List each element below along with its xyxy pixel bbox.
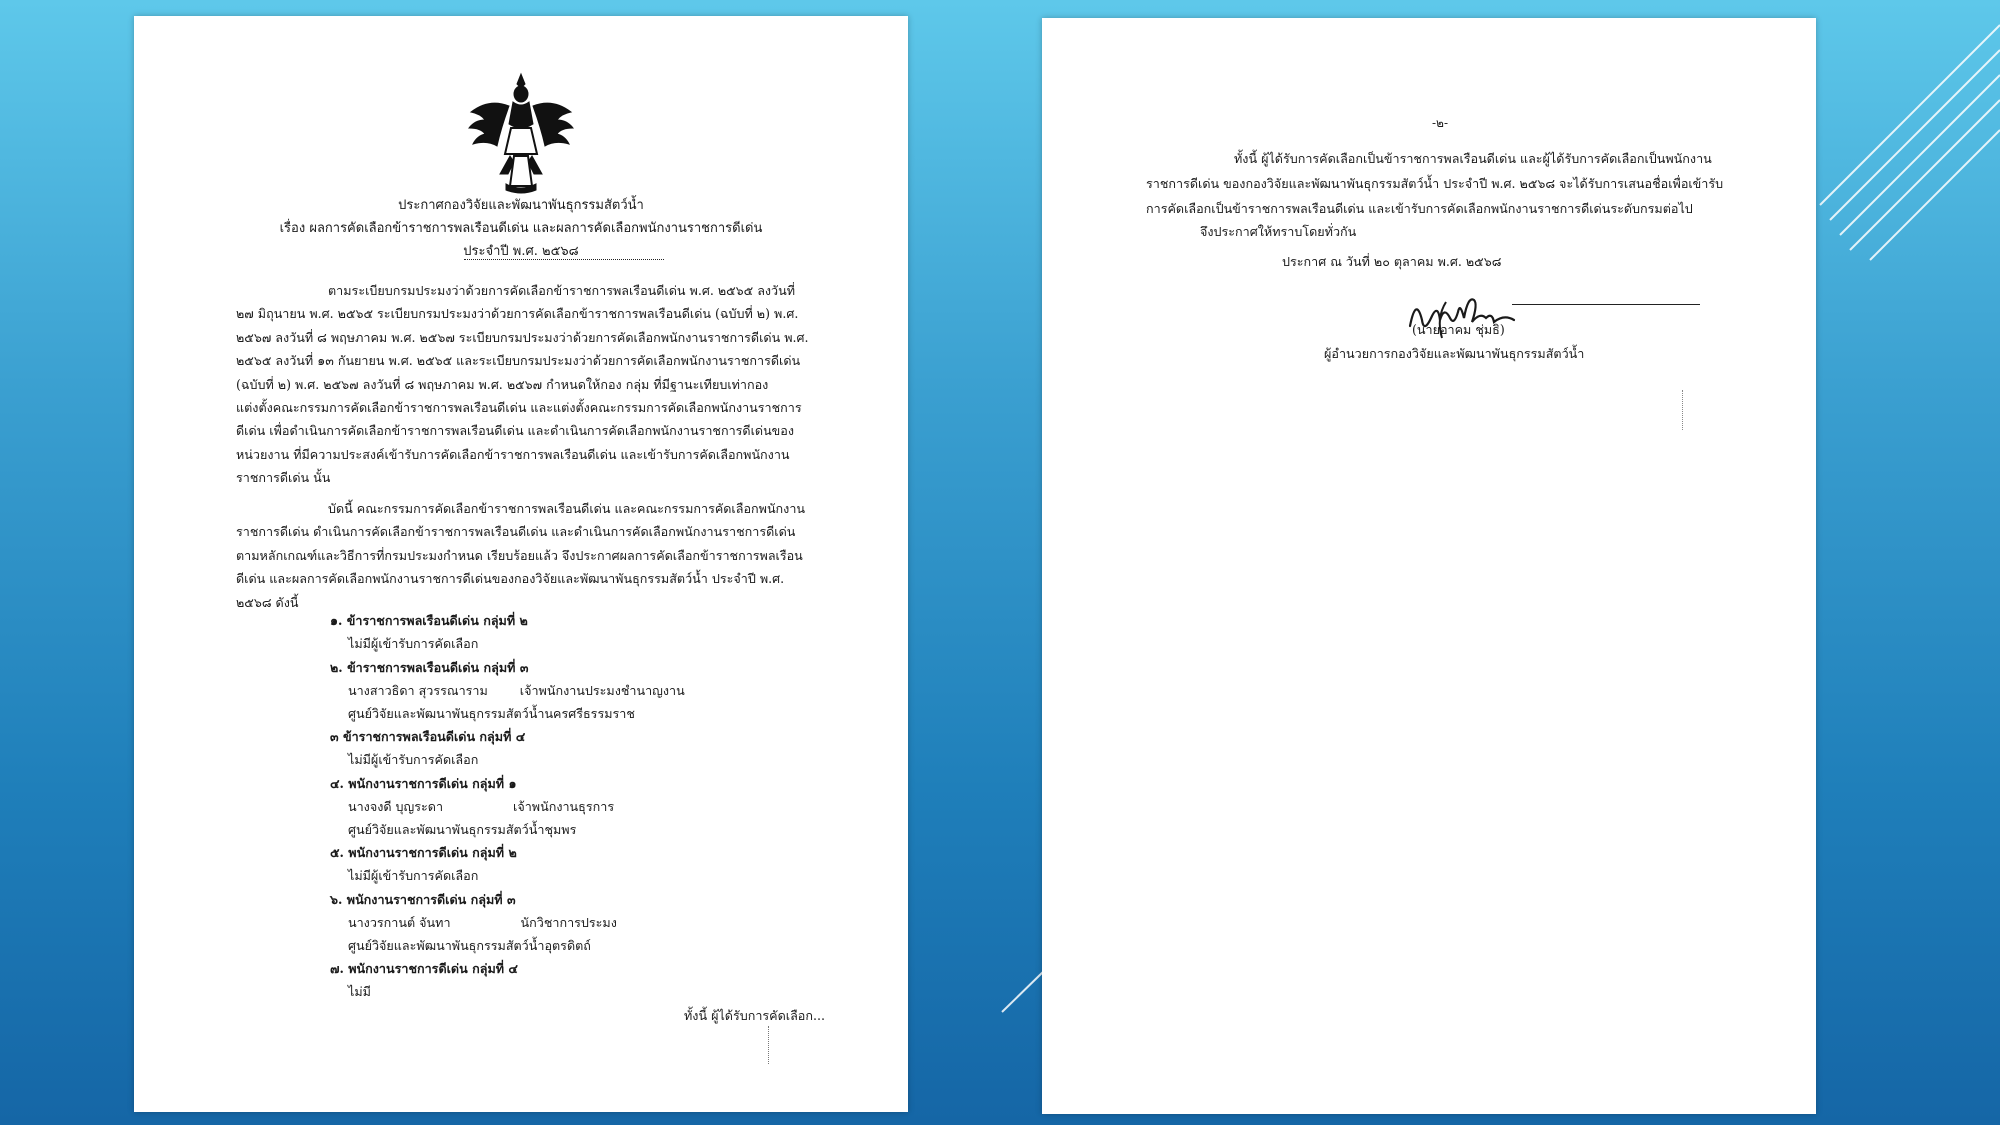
- signer-name: (นายอาคม ชุ่มธิ): [1412, 322, 1505, 337]
- item-person: [330, 795, 614, 818]
- paragraph-line: บัดนี้ คณะกรรมการคัดเลือกข้าราชการพลเรือนดีเด่น และคณะกรรมการคัดเลือกพนักงาน: [328, 501, 806, 516]
- garuda-emblem-icon: [466, 72, 576, 196]
- result-item-6: [330, 888, 617, 957]
- paragraph-line: การคัดเลือกเป็นข้าราชการพลเรือนดีเด่น และเข้ารับการคัดเลือกพนักงานราชการดีเด่นระดับกรมต่อไป: [1146, 201, 1693, 216]
- document-page-2: [1042, 18, 1816, 1114]
- paragraph-line: ดีเด่น เพื่อดำเนินการคัดเลือกข้าราชการพลเรือนดีเด่น และดำเนินการคัดเลือกพนักงานราชการดีเด่นของ: [236, 423, 794, 439]
- paragraph-line: ราชการดีเด่น ของกองวิจัยและพัฒนาพันธุกรรมสัตว์น้ำ ประจำปี พ.ศ. ๒๕๖๘ จะได้รับการเสนอชื่อเพื่อเข้ารับ: [1146, 176, 1724, 191]
- announcement-issuer: ประกาศกองวิจัยและพัฒนาพันธุกรรมสัตว์น้ำ: [398, 198, 644, 213]
- paragraph-line: (ฉบับที่ ๒) พ.ศ. ๒๕๖๗ ลงวันที่ ๘ พฤษภาคม พ.ศ. ๒๕๖๗ กำหนดให้กอง กลุ่ม ที่มีฐานะเทียบเท่ากอง: [236, 376, 769, 392]
- item-detail: ไม่มีผู้เข้ารับการคัดเลือก: [348, 752, 479, 767]
- signature-line: [1512, 304, 1700, 305]
- document-page-1: [134, 16, 908, 1112]
- item-heading: ๗. พนักงานราชการดีเด่น กลุ่มที่ ๔: [330, 961, 518, 976]
- result-item-1: [330, 609, 528, 655]
- margin-mark: [768, 1026, 771, 1064]
- item-detail: ไม่มี: [348, 984, 371, 999]
- item-heading: ๔. พนักงานราชการดีเด่น กลุ่มที่ ๑: [330, 776, 517, 791]
- paragraph-line: ราชการดีเด่น ดำเนินการคัดเลือกข้าราชการพลเรือนดีเด่น และดำเนินการคัดเลือกพนักงานราชการดีเด่น: [236, 524, 796, 540]
- paragraph-line: ๒๗ มิถุนายน พ.ศ. ๒๕๖๕ ระเบียบกรมประมงว่าด้วยการคัดเลือกข้าราชการพลเรือนดีเด่น (ฉบับที่ ๒) พ.ศ.: [236, 306, 799, 322]
- item-person: [330, 911, 617, 934]
- person-name: นางสาวธิดา สุวรรณาราม: [348, 683, 488, 698]
- margin-mark: [1682, 390, 1685, 430]
- result-item-4: [330, 772, 614, 841]
- person-organization: ศูนย์วิจัยและพัฒนาพันธุกรรมสัตว์น้ำชุมพร: [348, 822, 577, 837]
- announce-date: ประกาศ ณ วันที่ ๒๐ ตุลาคม พ.ศ. ๒๕๖๘: [1282, 254, 1502, 269]
- item-detail: ไม่มีผู้เข้ารับการคัดเลือก: [348, 636, 479, 651]
- page-number: -๒-: [1432, 116, 1449, 130]
- paragraph-2: [236, 497, 822, 614]
- item-detail: ไม่มีผู้เข้ารับการคัดเลือก: [348, 868, 479, 883]
- paragraph-line: ทั้งนี้ ผู้ได้รับการคัดเลือกเป็นข้าราชการพลเรือนดีเด่น และผู้ได้รับการคัดเลือกเป็นพนักงาน: [1234, 151, 1712, 166]
- item-heading: ๒. ข้าราชการพลเรือนดีเด่น กลุ่มที่ ๓: [330, 660, 529, 675]
- item-heading: ๓ ข้าราชการพลเรือนดีเด่น กลุ่มที่ ๔: [330, 729, 526, 744]
- item-person: [330, 679, 685, 702]
- paragraph-line: ๒๕๖๘ ดังนี้: [236, 594, 299, 610]
- paragraph-1: [236, 279, 822, 490]
- result-item-3: [330, 725, 525, 771]
- paragraph-line: ๒๕๖๕ ลงวันที่ ๑๓ กันยายน พ.ศ. ๒๕๖๕ และระเบียบกรมประมงว่าด้วยการคัดเลือกพนักงานราชการดีเด่น: [236, 353, 801, 369]
- paragraph-line: ตามระเบียบกรมประมงว่าด้วยการคัดเลือกข้าราชการพลเรือนดีเด่น พ.ศ. ๒๕๖๕ ลงวันที่: [328, 283, 796, 298]
- closing-paragraph: [1146, 146, 1724, 221]
- title-divider: [464, 259, 664, 260]
- result-item-2: [330, 656, 685, 725]
- paragraph-line: ราชการดีเด่น นั้น: [236, 470, 331, 486]
- item-heading: ๖. พนักงานราชการดีเด่น กลุ่มที่ ๓: [330, 892, 516, 907]
- paragraph-line: ๒๕๖๗ ลงวันที่ ๘ พฤษภาคม พ.ศ. ๒๕๖๗ ระเบียบกรมประมงว่าด้วยการคัดเลือกพนักงานราชการดีเด่น พ.ศ.: [236, 329, 809, 345]
- announce-line: จึงประกาศให้ทราบโดยทั่วกัน: [1200, 224, 1357, 239]
- result-item-7: [330, 957, 518, 1003]
- person-position: นักวิชาการประมง: [520, 915, 617, 930]
- paragraph-line: แต่งตั้งคณะกรรมการคัดเลือกข้าราชการพลเรือนดีเด่น และแต่งตั้งคณะกรรมการคัดเลือกพนักงานราชการ: [236, 400, 802, 416]
- person-name: นางวรกานต์ จันทา: [348, 915, 451, 930]
- announcement-year: ประจำปี พ.ศ. ๒๕๖๘: [463, 244, 579, 259]
- result-item-5: [330, 841, 517, 887]
- person-organization: ศูนย์วิจัยและพัฒนาพันธุกรรมสัตว์น้ำอุตรดิตถ์: [348, 938, 591, 953]
- person-position: เจ้าพนักงานประมงชำนาญงาน: [519, 683, 685, 698]
- continuation-note: ทั้งนี้ ผู้ได้รับการคัดเลือก...: [684, 1008, 825, 1023]
- item-heading: ๑. ข้าราชการพลเรือนดีเด่น กลุ่มที่ ๒: [330, 613, 528, 628]
- paragraph-line: ตามหลักเกณฑ์และวิธีการที่กรมประมงกำหนด เรียบร้อยแล้ว จึงประกาศผลการคัดเลือกข้าราชการพลเรือน: [236, 547, 803, 563]
- item-heading: ๕. พนักงานราชการดีเด่น กลุ่มที่ ๒: [330, 845, 517, 860]
- person-name: นางจงดี บุญระดา: [348, 799, 444, 814]
- person-organization: ศูนย์วิจัยและพัฒนาพันธุกรรมสัตว์น้ำนครศรีธรรมราช: [348, 706, 635, 721]
- signer-title: ผู้อำนวยการกองวิจัยและพัฒนาพันธุกรรมสัตว์น้ำ: [1324, 346, 1585, 361]
- person-position: เจ้าพนักงานธุรการ: [513, 799, 615, 814]
- paragraph-line: หน่วยงาน ที่มีความประสงค์เข้ารับการคัดเลือกข้าราชการพลเรือนดีเด่น และเข้ารับการคัดเลือกพนักงาน: [236, 446, 790, 462]
- announcement-subject: เรื่อง ผลการคัดเลือกข้าราชการพลเรือนดีเด่น และผลการคัดเลือกพนักงานราชการดีเด่น: [279, 221, 763, 236]
- paragraph-line: ดีเด่น และผลการคัดเลือกพนักงานราชการดีเด่นของกองวิจัยและพัฒนาพันธุกรรมสัตว์น้ำ ประจำปี พ.ศ.: [236, 571, 785, 587]
